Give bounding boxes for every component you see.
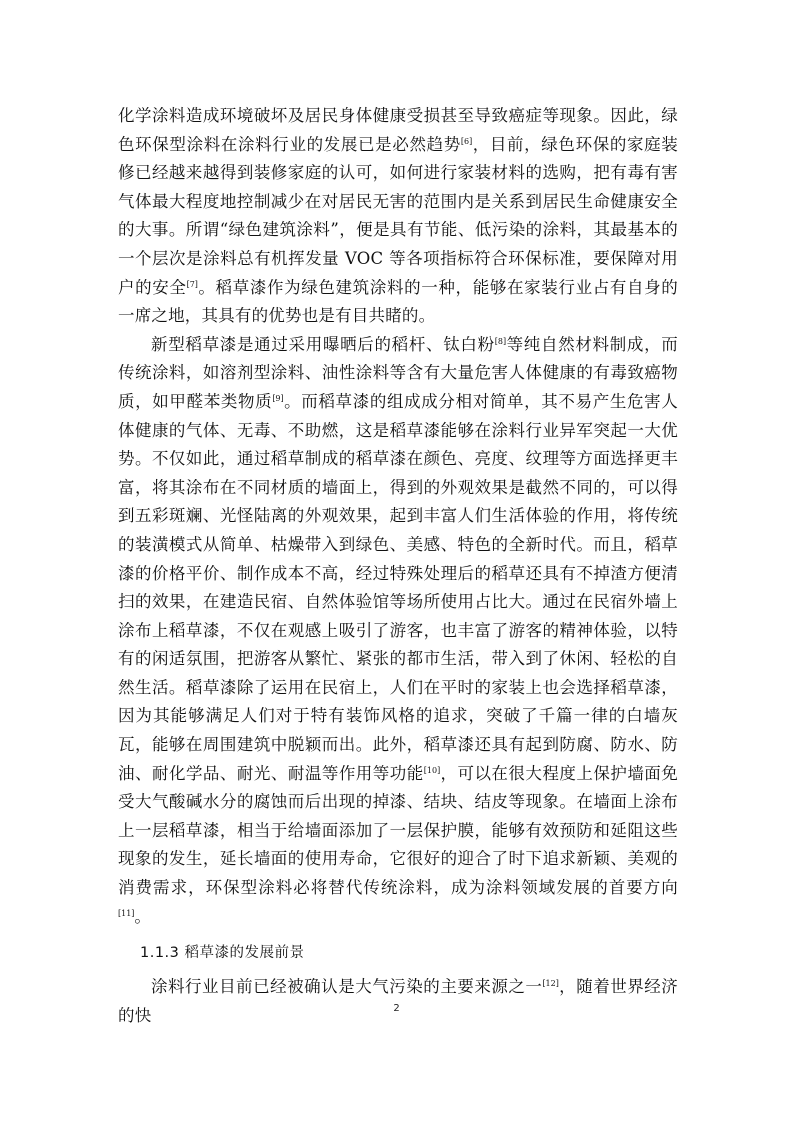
text-run: 新型稻草漆是通过采用曝晒后的稻杆、钛白粉 bbox=[151, 334, 495, 354]
text-run: ，目前，绿色环保的家庭装修已经越来越得到装修家庭的认可，如何进行家装材料的选购，把有毒有害气体最大程度地控制减少在对居民无害的范围内是关系到居民生命健康安全的大事。所谓“绿色建筑涂料”，便是具有节能、低污染的涂料，其最基本的一个层次是涂料总有机挥发量 VOC 等各项指标符合环保标准，要保障对用户的安全 bbox=[118, 134, 678, 297]
citation-ref: [8] bbox=[494, 336, 507, 346]
citation-ref: [11] bbox=[118, 908, 135, 918]
section-heading: 1.1.3 稻草漆的发展前景 bbox=[140, 945, 305, 962]
text-run: 涂料行业目前已经被确认是大气污染的主要来源之一 bbox=[151, 977, 543, 997]
paragraph-straw-paint-advantages bbox=[118, 331, 678, 931]
citation-ref: [12] bbox=[542, 979, 559, 989]
citation-ref: [6] bbox=[460, 136, 473, 146]
text-run: 。稻草漆作为绿色建筑涂料的一种，能够在家装行业占有自身的一席之地，其具有的优势也是有目共睹的。 bbox=[118, 277, 678, 326]
text-run: 等纯自然材料制成，而传统涂料，如溶剂型涂料、油性涂料等含有大量危害人体健康的有毒致癌物质，如甲醛苯类物质 bbox=[118, 334, 679, 411]
text-run: ，可以在很大程度上保护墙面免受大气酸碱水分的腐蚀而后出现的掉漆、结块、结皮等现象。在墙面上涂布上一层稻草漆，相当于给墙面添加了一层保护膜，能够有效预防和延阻这些现象的发生，延长墙面的使用寿命，它很好的迎合了时下追求新颖、美观的消费需求，环保型涂料必将替代传统涂料，成为涂料领域发展的首要方向 bbox=[118, 763, 678, 898]
citation-ref: [7] bbox=[186, 279, 198, 289]
citation-ref: [10] bbox=[423, 765, 441, 775]
citation-ref: [9] bbox=[272, 393, 284, 403]
text-run: 。 bbox=[134, 906, 152, 926]
text-run: ，随着世界经济的快 bbox=[118, 977, 678, 1025]
paragraph-green-coatings bbox=[118, 102, 678, 331]
page-number: 2 bbox=[393, 1003, 400, 1014]
text-run: 。而稻草漆的组成成分相对简单，其不易产生危害人体健康的气体、无毒、不助燃，这是稻草漆能够在涂料行业异军突起一大优势。不仅如此，通过稻草制成的稻草漆在颜色、亮度、纹理等方面选择更丰富，将其涂布在不同材质的墙面上，得到的外观效果是截然不同的，可以得到五彩斑斓、光怪陆离的外观效果，起到丰富人们生活体验的作用，将传统的装潢模式从简单、枯燥带入到绿色、美感、特色的全新时代。而且，稻草漆的价格平价、制作成本不高，经过特殊处理后的稻草还具有不掉渣方便清扫的效果，在建造民宿、自然体验馆等场所使用占比大。通过在民宿外墙上涂布上稻草漆，不仅在观感上吸引了游客，也丰富了游客的精神体验，以特有的闲适氛围，把游客从繁忙、紧张的都市生活，带入到了休闲、轻松的自然生活。稻草漆除了运用在民宿上，人们在平时的家装上也会选择稻草漆，因为其能够满足人们对于特有装饰风格的追求，突破了千篇一律的白墙灰瓦，能够在周围建筑中脱颖而出。此外，稻草漆还具有起到防腐、防水、防油、耐化学品、耐光、耐温等作用等功能 bbox=[118, 391, 678, 783]
paragraph-industry-outlook bbox=[118, 973, 678, 1030]
text-run: 化学涂料造成环境破坏及居民身体健康受损甚至导致癌症等现象。因此，绿色环保型涂料在涂料行业的发展已是必然趋势 bbox=[118, 106, 678, 154]
body-text bbox=[118, 102, 678, 1030]
